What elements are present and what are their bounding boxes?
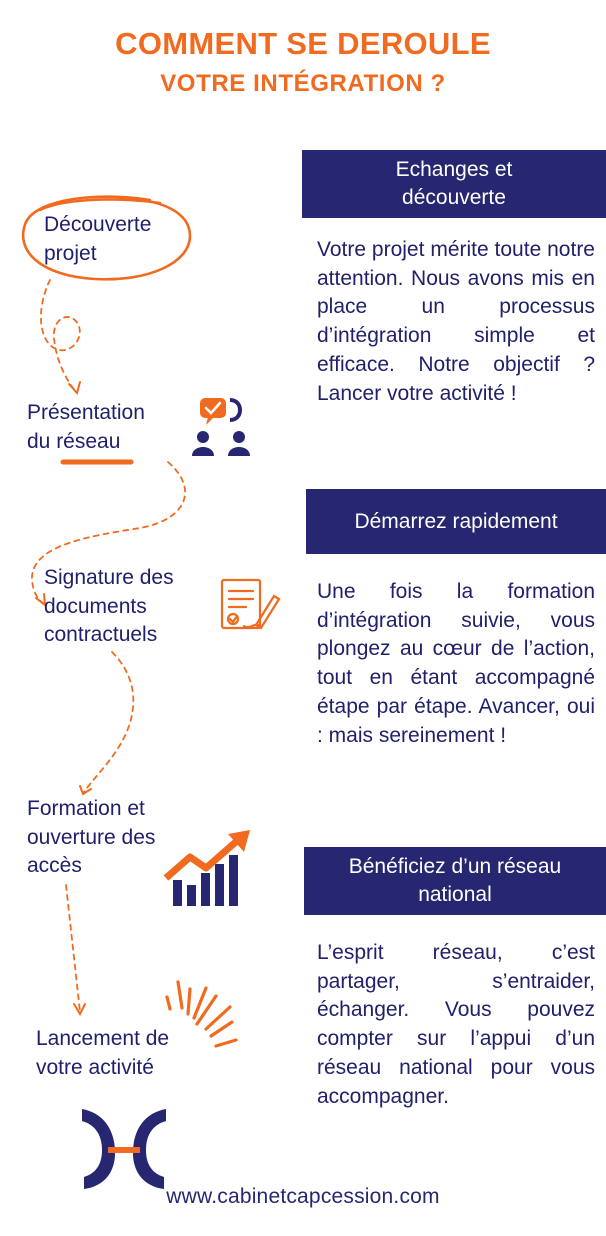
section-body-echanges: Votre projet mérite toute notre attention. Nous avons mis en place un processus d’intégration simple et efficace. Notre objectif ? Lancer votre activité ! xyxy=(317,238,595,405)
section-body-demarrez: Une fois la formation d’intégration suivie, vous plongez au cœur de l’action, tout en étant accompagné étape par étape. Avancer, oui : mais sereinement ! xyxy=(317,580,595,747)
step-label-line: documents xyxy=(44,594,147,618)
section-heading-line: Démarrez rapidement xyxy=(354,509,558,533)
section-heading-line: Bénéficiez d’un réseau xyxy=(348,855,562,878)
people-chat-icon xyxy=(192,398,250,456)
step-label-line: Lancement de xyxy=(36,1027,170,1050)
section-heading-reseau-national xyxy=(304,847,606,915)
step-label-line: accès xyxy=(27,854,82,877)
cap-cession-logo xyxy=(82,1109,166,1189)
section-heading-echanges xyxy=(302,150,606,218)
website-link[interactable]: www.cabinetcapcession.com xyxy=(166,1185,440,1208)
section-heading-line: découverte xyxy=(402,186,506,209)
step-label-line: Signature des xyxy=(44,566,174,589)
page-subtitle: VOTRE INTÉGRATION ? xyxy=(160,70,446,97)
step-label-line: Formation et xyxy=(27,797,145,820)
step-label-line: Présentation xyxy=(27,401,145,424)
step-label-line: contractuels xyxy=(44,623,158,646)
step-label-line: du réseau xyxy=(27,429,121,453)
step-lancement-activite xyxy=(36,1025,169,1082)
section-heading-line: national xyxy=(418,883,492,906)
section-body-reseau-national: L’esprit réseau, c’est partager, s’entraider, échanger. Vous pouvez compter sur l’appui d’un réseau national pour vous accompagner. xyxy=(317,941,595,1108)
page-title: COMMENT SE DEROULE xyxy=(115,26,491,61)
step-signature-documents xyxy=(44,564,174,650)
arrow-icon xyxy=(36,382,91,1014)
section-heading-line: Echanges et xyxy=(395,158,513,181)
step-presentation-reseau xyxy=(27,399,145,456)
step-label-line: ouverture des xyxy=(27,825,156,849)
contract-signature-icon xyxy=(222,580,279,628)
step-decouverte-projet xyxy=(44,211,151,268)
step-formation-acces xyxy=(27,795,155,881)
section-heading-demarrez xyxy=(306,489,606,554)
step-label-line: Découverte xyxy=(44,213,152,236)
step-label-line: votre activité xyxy=(36,1055,154,1079)
step-label-line: projet xyxy=(44,241,97,265)
growth-chart-icon xyxy=(166,830,250,906)
burst-lines-icon xyxy=(167,982,236,1046)
